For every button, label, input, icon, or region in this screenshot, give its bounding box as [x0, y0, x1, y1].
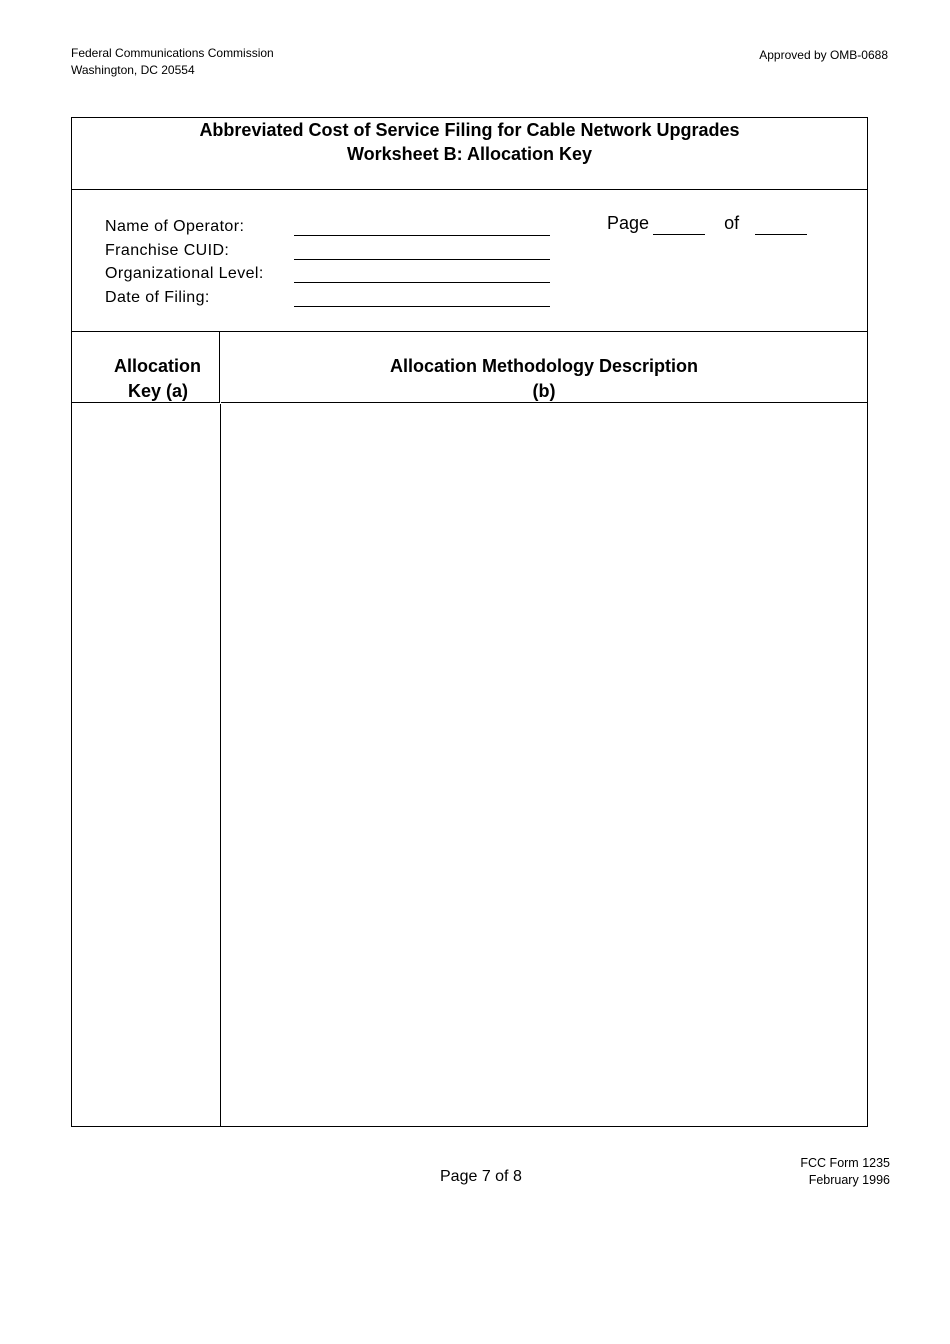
methodology-column[interactable]: [221, 404, 867, 1126]
allocation-key-header-line2: Key (a): [128, 381, 189, 401]
form-date: February 1996: [808, 1173, 890, 1187]
agency-name: Federal Communications Commission: [71, 46, 274, 60]
form-title-block: [72, 118, 867, 190]
franchise-cuid-field[interactable]: [294, 259, 550, 260]
page-current-field[interactable]: [653, 213, 705, 235]
allocation-key-header-line1: Allocation: [114, 356, 202, 376]
agency-header: [71, 45, 274, 79]
franchise-cuid-label: Franchise CUID:: [105, 241, 230, 259]
form-name: FCC Form 1235: [800, 1156, 890, 1170]
organizational-level-field[interactable]: [294, 282, 550, 283]
methodology-header: [221, 332, 867, 403]
worksheet-form: [71, 117, 868, 1127]
filing-date-label: Date of Filing:: [105, 288, 210, 306]
methodology-header-line2: (b): [532, 381, 556, 401]
of-label: of: [724, 213, 740, 233]
page-label: Page: [607, 213, 650, 233]
form-subtitle: Worksheet B: Allocation Key: [346, 144, 593, 164]
filer-info-block: [72, 191, 867, 332]
page-number: Page 7 of 8: [440, 1168, 522, 1185]
form-identifier: [800, 1155, 890, 1189]
methodology-header-line1: Allocation Methodology Description: [389, 356, 698, 376]
operator-name-field[interactable]: [294, 235, 550, 236]
allocation-key-header: [72, 332, 220, 403]
page-count-fill: [607, 213, 807, 235]
agency-address: Washington, DC 20554: [71, 63, 195, 77]
page-total-field[interactable]: [755, 213, 807, 235]
allocation-key-column[interactable]: [72, 404, 221, 1126]
organizational-level-label: Organizational Level:: [105, 265, 264, 282]
field-input-lines: [294, 235, 550, 329]
operator-name-label: Name of Operator:: [105, 218, 245, 235]
field-labels: [105, 215, 264, 309]
form-title: Abbreviated Cost of Service Filing for Cable Network Upgrades: [199, 120, 740, 140]
filing-date-field[interactable]: [294, 306, 550, 307]
omb-approval: Approved by OMB-0688: [759, 48, 888, 62]
